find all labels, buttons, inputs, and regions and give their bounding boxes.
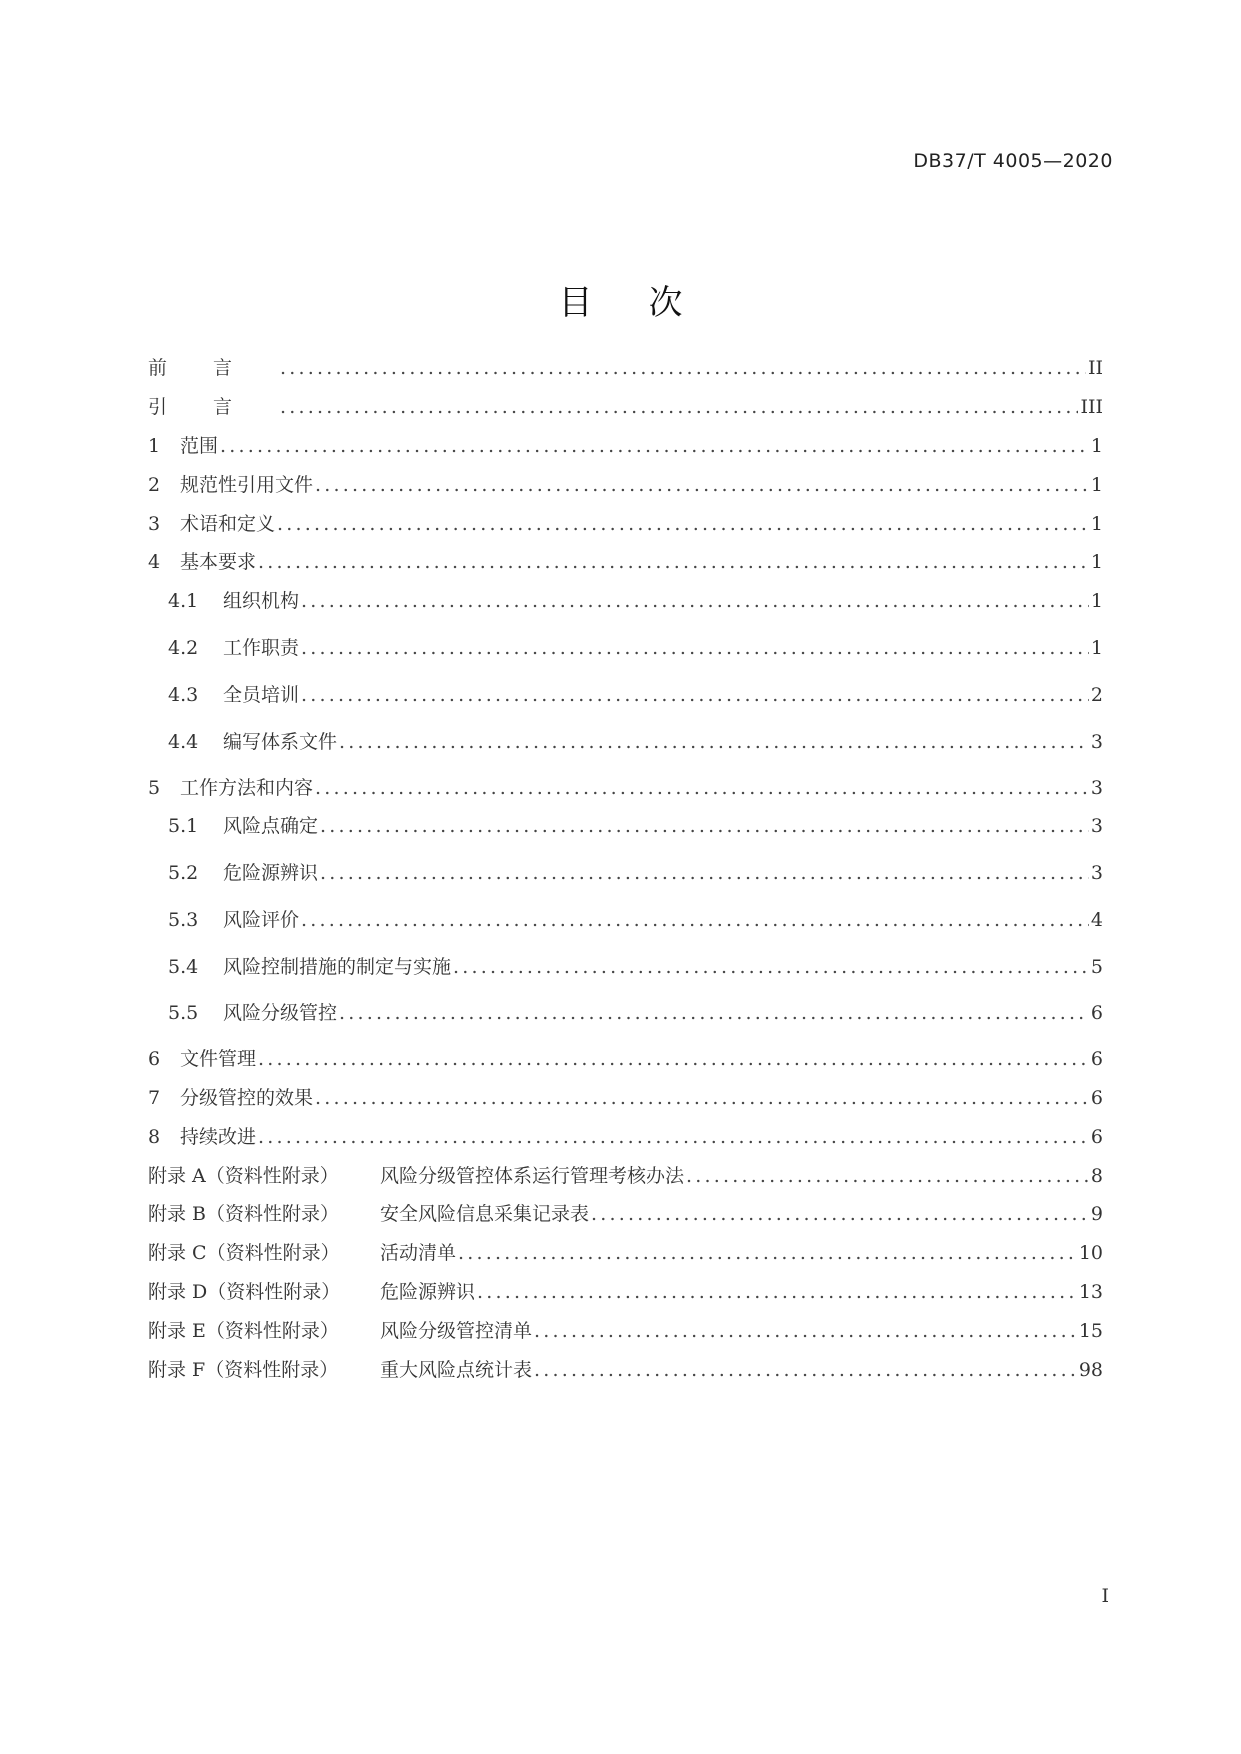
toc-entry-page: II (1087, 357, 1103, 379)
toc-entry-number: 5.5 (168, 1002, 199, 1024)
toc-entry-label: 安全风险信息采集记录表 (380, 1203, 590, 1225)
toc-dot-leader (534, 1316, 1077, 1346)
toc-entry[interactable] (148, 353, 1103, 383)
toc-entry-page: 4 (1090, 909, 1103, 931)
toc-dot-leader (301, 633, 1089, 663)
toc-entry[interactable] (148, 509, 1103, 539)
toc-entry-number: 5.4 (168, 956, 199, 978)
toc-entry-page: 3 (1090, 815, 1103, 837)
toc-dot-leader (315, 470, 1089, 500)
toc-entry-label: 工作方法和内容 (180, 777, 314, 799)
toc-entry-number: 6 (148, 1048, 161, 1070)
toc-entry[interactable] (168, 858, 1103, 888)
toc-dot-leader (220, 431, 1089, 461)
toc-entry-number: 附录 E（资料性附录） (148, 1320, 339, 1342)
toc-entry-label: 范围 (180, 435, 219, 457)
toc-entry-page: 13 (1078, 1281, 1103, 1303)
toc-entry[interactable] (148, 1277, 1103, 1307)
toc-entry-label: 风险控制措施的制定与实施 (223, 956, 452, 978)
toc-entry-number: 4 (148, 551, 161, 573)
toc-entry-number: 4.1 (168, 590, 199, 612)
standard-code: DB37/T 4005—2020 (913, 150, 1113, 172)
toc-entry-number: 4.3 (168, 684, 199, 706)
toc-entry[interactable] (168, 586, 1103, 616)
toc-entry-page: 3 (1090, 777, 1103, 799)
toc-dot-leader (301, 586, 1089, 616)
toc-entry[interactable] (148, 1238, 1103, 1268)
toc-entry-label: 危险源辨识 (223, 862, 319, 884)
toc-dot-leader (339, 998, 1089, 1028)
toc-entry-page: 3 (1090, 731, 1103, 753)
toc-entry-label: 活动清单 (380, 1242, 457, 1264)
toc-dot-leader (339, 727, 1089, 757)
toc-entry[interactable] (148, 392, 1103, 422)
toc-entry[interactable] (148, 547, 1103, 577)
toc-entry-label: 规范性引用文件 (180, 474, 314, 496)
toc-entry-number: 5.3 (168, 909, 199, 931)
toc-entry-page: 1 (1090, 637, 1103, 659)
toc-entry-page: 6 (1090, 1126, 1103, 1148)
toc-entry-label: 前言 (148, 357, 279, 379)
toc-entry[interactable] (168, 633, 1103, 663)
toc-entry[interactable] (148, 1083, 1103, 1113)
toc-entry-label: 风险分级管控 (223, 1002, 338, 1024)
toc-entry-label: 分级管控的效果 (180, 1087, 314, 1109)
toc-dot-leader (315, 773, 1089, 803)
toc-dot-leader (258, 1044, 1089, 1074)
toc-dot-leader (280, 353, 1086, 383)
toc-entry[interactable] (168, 998, 1103, 1028)
toc-entry-page: 1 (1090, 513, 1103, 535)
toc-dot-leader (301, 905, 1089, 935)
toc-dot-leader (477, 1277, 1077, 1307)
toc-entry-page: 6 (1090, 1087, 1103, 1109)
toc-entry-page: 10 (1078, 1242, 1103, 1264)
toc-entry-page: 6 (1090, 1048, 1103, 1070)
toc-entry-label: 基本要求 (180, 551, 257, 573)
toc-entry-label: 风险分级管控体系运行管理考核办法 (380, 1165, 685, 1187)
toc-entry-label: 风险评价 (223, 909, 300, 931)
toc-entry-number: 1 (148, 435, 161, 457)
toc-entry-number: 2 (148, 474, 161, 496)
toc-entry-label: 工作职责 (223, 637, 300, 659)
toc-dot-leader (315, 1083, 1089, 1113)
toc-entry-page: 98 (1078, 1359, 1103, 1381)
toc-entry[interactable] (148, 431, 1103, 461)
toc-entry-number: 附录 C（资料性附录） (148, 1242, 340, 1264)
toc-entry-label: 风险点确定 (223, 815, 319, 837)
toc-entry-page: 5 (1090, 956, 1103, 978)
toc-dot-leader (453, 952, 1089, 982)
toc-entry-page: 15 (1078, 1320, 1103, 1342)
toc-entry[interactable] (148, 1355, 1103, 1385)
toc-dot-leader (301, 680, 1089, 710)
toc-entry-page: 6 (1090, 1002, 1103, 1024)
toc-entry-number: 3 (148, 513, 161, 535)
toc-entry-page: 1 (1090, 590, 1103, 612)
toc-entry-number: 8 (148, 1126, 161, 1148)
toc-entry-page: III (1080, 396, 1103, 418)
toc-entry-number: 4.4 (168, 731, 199, 753)
toc-dot-leader (258, 1122, 1089, 1152)
toc-entry-label: 文件管理 (180, 1048, 257, 1070)
toc-entry-label: 组织机构 (223, 590, 300, 612)
toc-entry-number: 5.2 (168, 862, 199, 884)
toc-entry[interactable] (148, 1161, 1103, 1191)
toc-entry-page: 3 (1090, 862, 1103, 884)
toc-entry-number: 附录 D（资料性附录） (148, 1281, 341, 1303)
toc-entry[interactable] (168, 680, 1103, 710)
toc-dot-leader (320, 811, 1089, 841)
toc-entry-number: 附录 A（资料性附录） (148, 1165, 339, 1187)
toc-entry-label: 持续改进 (180, 1126, 257, 1148)
toc-entry-page: 1 (1090, 435, 1103, 457)
toc-entry[interactable] (168, 905, 1103, 935)
toc-dot-leader (458, 1238, 1077, 1268)
toc-dot-leader (591, 1199, 1089, 1229)
toc-title (0, 275, 1241, 324)
toc-entry-number: 附录 F（资料性附录） (148, 1359, 339, 1381)
toc-entry-page: 2 (1090, 684, 1103, 706)
toc-entry[interactable] (148, 773, 1103, 803)
toc-entry[interactable] (148, 470, 1103, 500)
toc-entry[interactable] (148, 1316, 1103, 1346)
toc-dot-leader (258, 547, 1089, 577)
toc-entry[interactable] (148, 1044, 1103, 1074)
toc-entry[interactable] (168, 811, 1103, 841)
toc-entry-label: 全员培训 (223, 684, 300, 706)
toc-dot-leader (280, 392, 1078, 422)
toc-entry-label: 重大风险点统计表 (380, 1359, 533, 1381)
toc-entry-label: 风险分级管控清单 (380, 1320, 533, 1342)
toc-dot-leader (534, 1355, 1077, 1385)
toc-entry[interactable] (148, 1199, 1103, 1229)
toc-dot-leader (277, 509, 1089, 539)
toc-dot-leader (320, 858, 1089, 888)
toc-title-char: 次 (648, 282, 683, 323)
toc-dot-leader (686, 1161, 1089, 1191)
toc-entry-number: 5.1 (168, 815, 199, 837)
toc-entry[interactable] (168, 952, 1103, 982)
toc-entry-page: 8 (1090, 1165, 1103, 1187)
toc-title-char: 目 (558, 282, 593, 323)
toc-entry-label: 引言 (148, 396, 279, 418)
toc-entry[interactable] (168, 727, 1103, 757)
toc-entry-label: 编写体系文件 (223, 731, 338, 753)
toc-entry-label: 危险源辨识 (380, 1281, 476, 1303)
toc-entry-page: 9 (1090, 1203, 1103, 1225)
toc-entry-number: 附录 B（资料性附录） (148, 1203, 340, 1225)
toc-entry-label: 术语和定义 (180, 513, 276, 535)
toc-entry-number: 4.2 (168, 637, 199, 659)
toc-entry[interactable] (148, 1122, 1103, 1152)
page-number: I (1101, 1585, 1109, 1607)
toc-entry-page: 1 (1090, 551, 1103, 573)
toc-entry-number: 7 (148, 1087, 161, 1109)
toc-entry-page: 1 (1090, 474, 1103, 496)
toc-entry-number: 5 (148, 777, 161, 799)
